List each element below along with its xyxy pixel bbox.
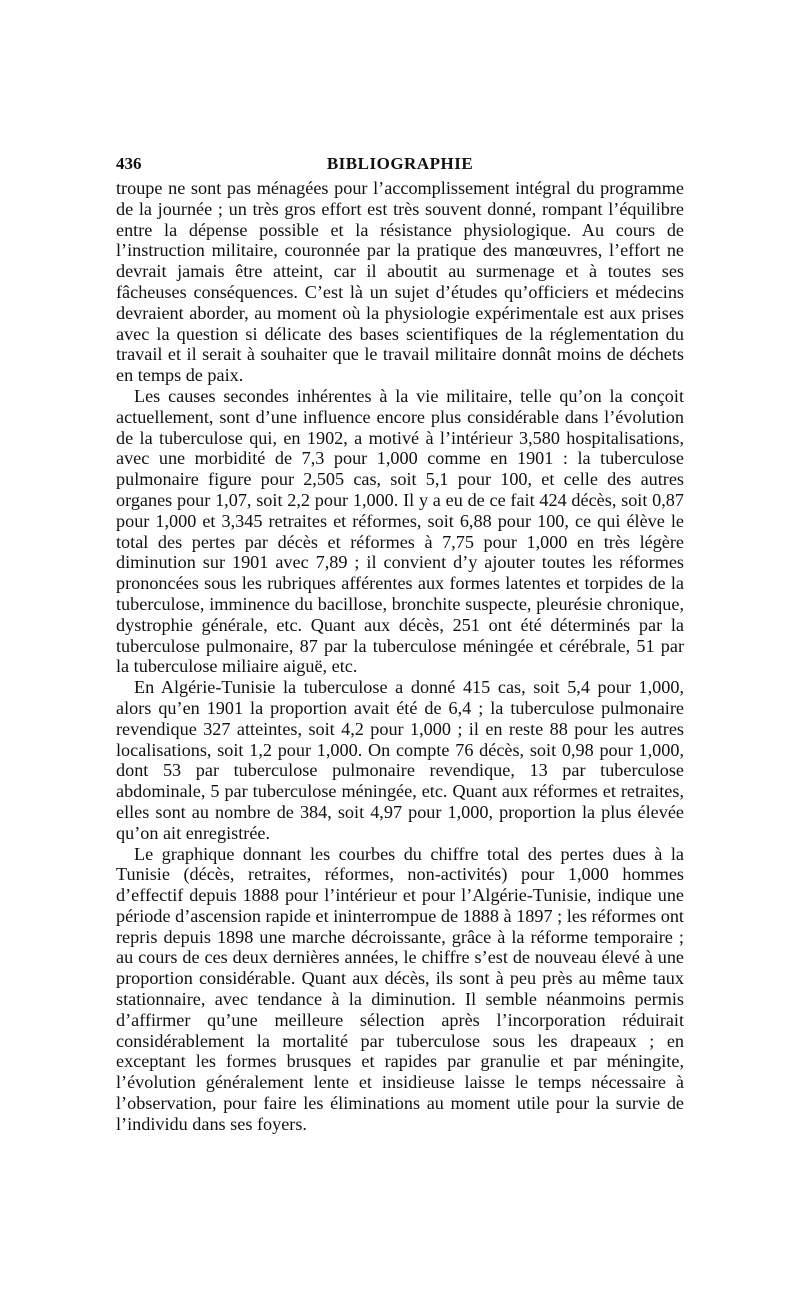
paragraph-algerie-tunisie: En Algérie-Tunisie la tuberculose a donné 415 cas, soit 5,4 pour 1,000, alors qu’en 1901 la proportion avait été de 6,4 ; la tuberculose pulmonaire revendique 327 atteintes, soit 4,2 pour 1,000 ; il en reste 88 pour les autres localisations, soit 1,2 pour 1,000. On compte 76 décès, soit 0,98 pour 1,000, dont 53 par tuberculose pulmonaire revendique, 13 par tuberculose abdominale, 5 par tuberculose méningée, etc. Quant aux réformes et retraites, elles sont au nombre de 384, soit 4,97 pour 1,000, proportion la plus élevée qu’on ait enregistrée. <box>116 677 684 843</box>
paragraph-causes-secondes: Les causes secondes inhérentes à la vie militaire, telle qu’on la conçoit actuellement, sont d’une influence encore plus considérable dans l’évolution de la tuberculose qui, en 1902, a motivé à l’intérieur 3,580 hospitalisations, avec une morbidité de 7,3 pour 1,000 comme en 1901 : la tuberculose pulmonaire figure pour 2,505 cas, soit 5,1 pour 100, et celle des autres organes pour 1,07, soit 2,2 pour 1,000. Il y a eu de ce fait 424 décès, soit 0,87 pour 1,000 et 3,345 retraites et réformes, soit 6,88 pour 100, ce qui élève le total des pertes par décès et réformes à 7,75 pour 1,000 en très légère diminution sur 1901 avec 7,89 ; il convient d’y ajouter toutes les réformes prononcées sous les rubriques afférentes aux formes latentes et torpides de la tuberculose, imminence du bacillose, bronchite suspecte, pleurésie chronique, dystrophie générale, etc. Quant aux décès, 251 ont été déterminés par la tuberculose pulmonaire, 87 par la tuberculose méningée et cérébrale, 51 par la tuberculose miliaire aiguë, etc. <box>116 385 684 677</box>
body-text <box>116 178 684 1135</box>
page-number: 436 <box>116 154 142 173</box>
running-head <box>116 150 684 178</box>
book-page <box>116 150 684 1135</box>
page-header-title: BIBLIOGRAPHIE <box>326 154 474 173</box>
paragraph-graphique: Le graphique donnant les courbes du chiffre total des pertes dues à la Tunisie (décès, retraites, réformes, non-activités) pour 1,000 hommes d’effectif depuis 1888 pour l’intérieur et pour l’Algérie-Tunisie, indique une période d’ascension rapide et ininterrompue de 1888 à 1897 ; les réformes ont repris depuis 1898 une marche décroissante, grâce à la réforme temporaire ; au cours de ces deux dernières années, le chiffre s’est de nouveau élevé à une proportion considérable. Quant aux décès, ils sont à peu près au même taux stationnaire, avec tendance à la diminution. Il semble néanmoins permis d’affirmer qu’une meilleure sélection après l’incorporation réduirait considérablement la mortalité par tuberculose sous les drapeaux ; en exceptant les formes brusques et rapides par granulie et par méningite, l’évolution généralement lente et insidieuse laisse le temps nécessaire à l’observation, pour faire les éliminations au moment utile pour la survie de l’individu dans ses foyers. <box>116 843 684 1134</box>
paragraph-continuation: troupe ne sont pas ménagées pour l’accomplissement intégral du programme de la journée ; un très gros effort est très souvent donné, rompant l’équilibre entre la dépense possible et la résistance physiologique. Au cours de l’instruction militaire, couronnée par la pratique des manœuvres, l’effort ne devrait jamais être atteint, car il aboutit au surmenage et à toutes ses fâcheuses conséquences. C’est là un sujet d’études qu’officiers et médecins devraient aborder, au moment où la physiologie expérimentale est aux prises avec la question si délicate des bases scientifiques de la réglementation du travail et il serait à souhaiter que le travail militaire donnât moins de déchets en temps de paix. <box>116 178 684 386</box>
